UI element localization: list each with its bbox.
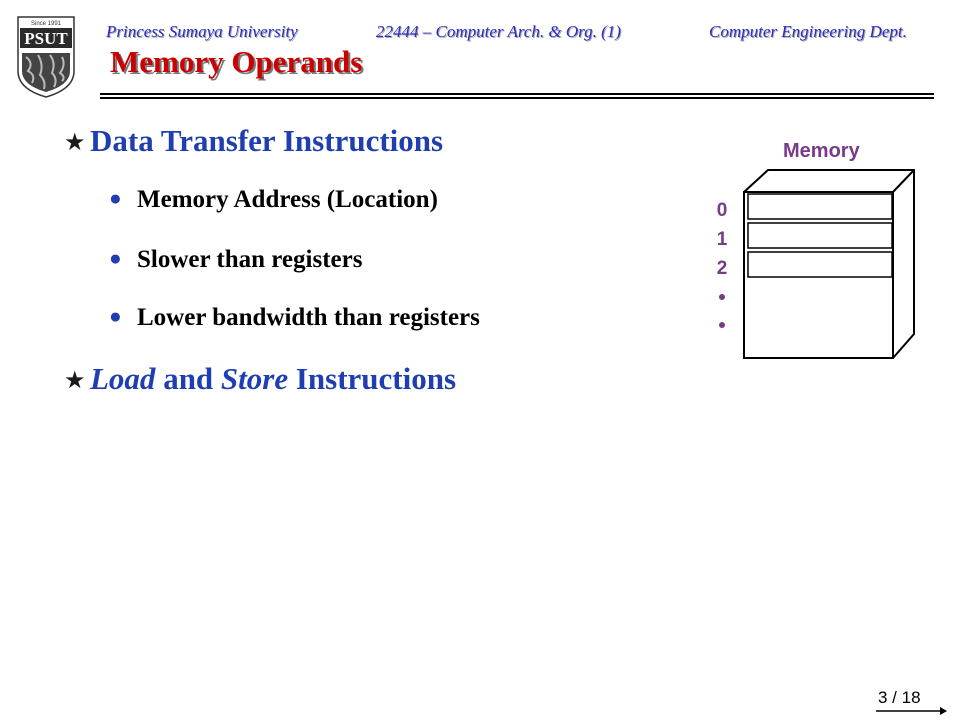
slide-title: Memory Operands <box>110 44 363 79</box>
ellipsis-dot-icon <box>717 320 727 330</box>
next-arrow-icon[interactable] <box>876 706 948 716</box>
sub-bullet-bandwidth: Lower bandwidth than registers <box>137 304 480 331</box>
memory-label: Memory <box>783 140 860 162</box>
store-word: Store <box>220 361 289 396</box>
logo-since-text: Since 1991 <box>30 21 62 27</box>
sub-bullet-slower: Slower than registers <box>137 246 363 273</box>
sub-bullet-memory-address: Memory Address (Location) <box>137 186 438 213</box>
memory-address-0: 0 <box>716 200 728 221</box>
header-department: Computer Engineering Dept. <box>709 22 907 41</box>
round-bullet-icon: ● <box>109 246 122 270</box>
title-rule-top <box>100 93 934 95</box>
instructions-word: Instructions <box>288 361 457 396</box>
star-bullet-icon: ★ <box>64 368 86 394</box>
page-number: 3 / 18 <box>878 688 921 707</box>
round-bullet-icon: ● <box>109 186 122 210</box>
psut-logo <box>14 15 78 99</box>
bullet-data-transfer: Data Transfer Instructions <box>90 123 444 158</box>
and-word: and <box>155 361 221 396</box>
memory-address-2: 2 <box>716 258 728 279</box>
bullet-load-store <box>90 361 456 397</box>
header-university: Princess Sumaya University <box>106 22 298 41</box>
memory-address-1: 1 <box>716 229 728 250</box>
ellipsis-dot-icon <box>717 292 727 302</box>
star-bullet-icon: ★ <box>64 130 86 156</box>
header-course: 22444 – Computer Arch. & Org. (1) <box>376 22 621 41</box>
round-bullet-icon: ● <box>109 304 122 328</box>
memory-block-diagram <box>740 168 920 368</box>
logo-name-text: PSUT <box>24 29 68 48</box>
load-word: Load <box>90 361 156 396</box>
title-rule-bottom <box>100 97 934 99</box>
